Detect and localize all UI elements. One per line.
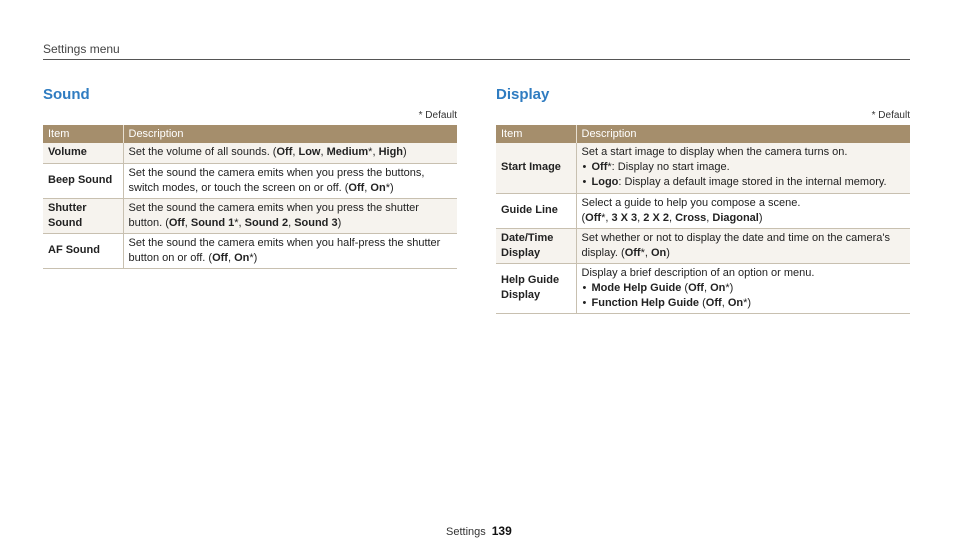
- row-description: Set the volume of all sounds. (Off, Low, Medium*, High): [123, 143, 457, 163]
- row-item: Help Guide Display: [496, 263, 576, 313]
- table-row: [496, 263, 910, 313]
- table-row: [43, 198, 457, 233]
- sound-table: [43, 125, 457, 269]
- row-item: Beep Sound: [43, 163, 123, 198]
- header-divider: [43, 59, 910, 60]
- row-description: Set the sound the camera emits when you press the shutter button. (Off, Sound 1*, Sound 2, Sound 3): [123, 198, 457, 233]
- display-default-note: * Default: [871, 110, 910, 121]
- row-item: Shutter Sound: [43, 198, 123, 233]
- row-item: Volume: [43, 143, 123, 163]
- table-row: [496, 228, 910, 263]
- display-section: [496, 86, 910, 314]
- column-header-description: Description: [123, 125, 457, 143]
- row-description: Set the sound the camera emits when you half-press the shutter button on or off. (Off, On*): [123, 233, 457, 268]
- row-description: Select a guide to help you compose a scene. (Off*, 3 X 3, 2 X 2, Cross, Diagonal): [576, 193, 910, 228]
- column-header-description: Description: [576, 125, 910, 143]
- display-table: [496, 125, 910, 314]
- table-row: [43, 233, 457, 268]
- table-header-row: [496, 125, 910, 143]
- sound-title: Sound: [43, 86, 90, 103]
- page-footer: [446, 524, 512, 538]
- row-item: Date/Time Display: [496, 228, 576, 263]
- list-item: • Function Help Guide (Off, On*): [582, 296, 907, 311]
- footer-label: Settings: [446, 526, 486, 538]
- row-description: Display a brief description of an option or menu. • Mode Help Guide (Off, On*) • Function Help Guide (Off, On*): [576, 263, 910, 313]
- table-header-row: [43, 125, 457, 143]
- list-item: • Logo: Display a default image stored in the internal memory.: [582, 175, 907, 190]
- list-item: • Off*: Display no start image.: [582, 160, 907, 175]
- table-row: [43, 143, 457, 163]
- table-row: [496, 193, 910, 228]
- running-header: Settings menu: [43, 42, 120, 56]
- row-item: AF Sound: [43, 233, 123, 268]
- sound-section: [43, 86, 457, 269]
- row-description: Set a start image to display when the camera turns on. • Off*: Display no start image. • Logo: Display a default image stored in the internal memory.: [576, 143, 910, 193]
- page-number: 139: [491, 524, 512, 538]
- table-row: [43, 163, 457, 198]
- list-item: • Mode Help Guide (Off, On*): [582, 281, 907, 296]
- column-header-item: Item: [43, 125, 123, 143]
- column-header-item: Item: [496, 125, 576, 143]
- display-title: Display: [496, 86, 550, 103]
- row-description: Set the sound the camera emits when you press the buttons, switch modes, or touch the screen on or off. (Off, On*): [123, 163, 457, 198]
- table-row: [496, 143, 910, 193]
- row-item: Guide Line: [496, 193, 576, 228]
- row-item: Start Image: [496, 143, 576, 193]
- sound-default-note: * Default: [418, 110, 457, 121]
- row-description: Set whether or not to display the date and time on the camera's display. (Off*, On): [576, 228, 910, 263]
